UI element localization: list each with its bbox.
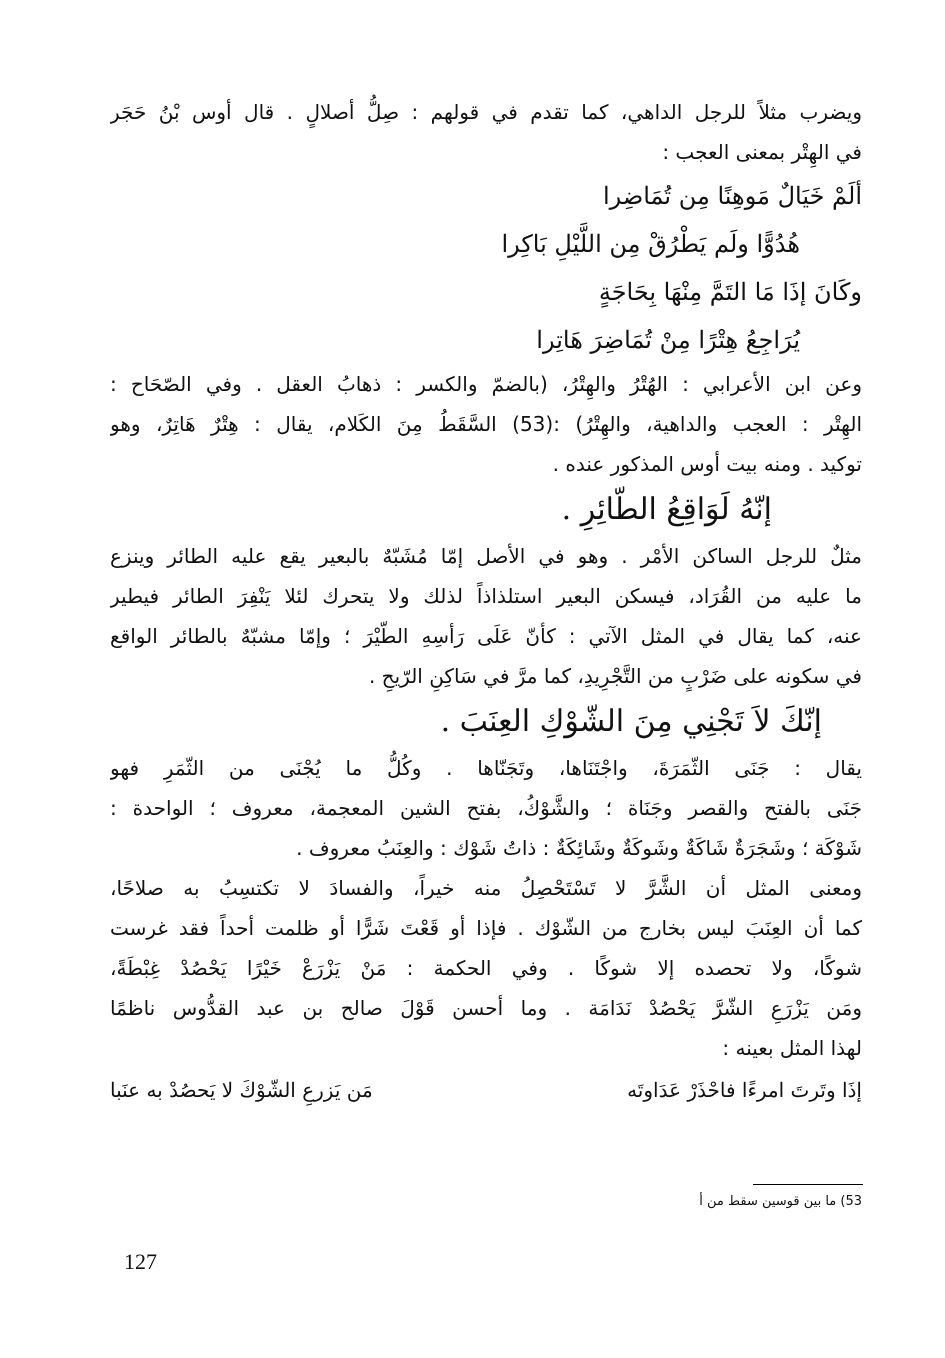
closing-verse [110,1068,862,1112]
footnote: 53) ما بين قوسين سقط من أ [699,1194,862,1209]
paragraph-line: في سكونه على ضَرْبٍ من التَّجْرِيدِ، كما مرَّ في سَاكِنِ الرّيحِ . [368,664,862,688]
verse-second-half: مَن يَزرعِ الشّوْكَ لا يَحصُدْ به عنَبا [110,1078,373,1102]
paragraph-line: ويضرب مثلاً للرجل الداهي، كما تقدم في قولهم : صِلُّ أصلالٍ . قال أوس بْنُ حَجَر [110,100,862,124]
page-number: 127 [124,1249,157,1274]
paragraph-line: شوكًا، ولا تحصده إلا شوكًا . وفي الحكمة : مَنْ يَزْرَعْ خَيْرًا يَحْصُدْ غِبْطَةً، [110,956,862,980]
paragraph-line: في الهِتْر بمعنى العجب : [662,140,862,164]
paragraph-line: مثلٌ للرجل الساكن الأمْر . وهو في الأصل إمّا مُشَبّهٌ بالبعير يقع عليه الطائر وينزع [110,544,862,568]
proverb-heading: إنّهُ لَوَاقِعُ الطّائِرِ . [561,492,772,527]
paragraph-line: ومَن يَزْرَعِ الشّرَّ يَحْصُدْ نَدَامَة . وما أحسن قَوْلَ صالح بن عبد القدُّوس ناظمًا [110,996,862,1020]
paragraph-line: توكيد . ومنه بيت أوس المذكور عنده . [552,452,862,476]
paragraph-line: ما عليه من القُرَاد، فيسكن البعير استلذاذاً لذلك ولا يتحرك لئلا يَنْفِرَ الطائر فيطير [110,584,862,608]
paragraph-line: كما أن العِنَبَ ليس بخارج من الشّوْك . فإذا أو قَعْتَ شَرًّا أو ظلمت أحداً فقد غرست [110,916,862,940]
proverb-heading: إنّكَ لاَ تَجْنِي مِنَ الشّوْكِ العِنَبَ . [440,704,822,739]
verse-line: ألَمْ خَيَالٌ مَوهِنًا مِن تُمَاضِرا [602,182,862,210]
paragraph-line: ومعنى المثل أن الشَّرَّ لا تَسْتَحْصِلُ منه خيراً، والفسادَ لا تكتسِبُ به صلاحًا، [110,876,862,900]
verse-line: يُرَاجِعُ هِتْرًا مِنْ تُمَاضِرَ هَاتِرا [536,326,800,354]
paragraph-line: الهِتْر : العجب والداهية، والهِتْرُ) :(53) السَّقَطُ مِنَ الكَلام، يقال : هِتْرٌ هَاتِرٌ، وهو [110,412,862,436]
verse-line: هُدُوًّا ولَم يَطْرُقْ مِن اللَّيْلِ بَاكِرا [501,230,800,258]
paragraph-line: شَوْكَة ؛ وشَجَرَةٌ شَاكَةٌ وشَوكَةٌ وشَائِكَةٌ : ذاتُ شَوْك : والعِنَبُ معروف . [296,836,862,860]
paragraph-line: لهذا المثل بعينه : [722,1036,862,1060]
paragraph-line: عنه، كما يقال في المثل الآتي : كأنّ عَلَى رَأسِهِ الطّيْرَ ؛ وإمّا مشبّهٌ بالطائر الواقع [110,624,862,648]
footnote-separator [753,1184,863,1185]
verse-line: وكَانَ إذَا مَا التَمَّ مِنْهَا بِحَاجَةٍ [598,278,862,306]
paragraph-line: يقال : جَنَى الثّمَرَةَ، واجْتَنَاها، وتَجَنّاها . وكُلُّ ما يُجْنَى من الثّمَرِ فهو [110,756,862,780]
verse-first-half: إذَا وتَرتَ امرءًا فاحْذَرْ عَدَاوتَه [627,1078,862,1102]
paragraph-line: وعن ابن الأعرابي : الهُتْرُ والهِتْرُ، (بالضمّ والكسر : ذهابُ العقل . وفي الصّحَاح : [110,372,862,396]
page-body [110,92,862,1112]
paragraph-line: جَنَى بالفتح والقصر وجَنَاة ؛ والشَّوْكُ، بفتح الشين المعجمة، معروف ؛ الواحدة : [110,796,862,820]
